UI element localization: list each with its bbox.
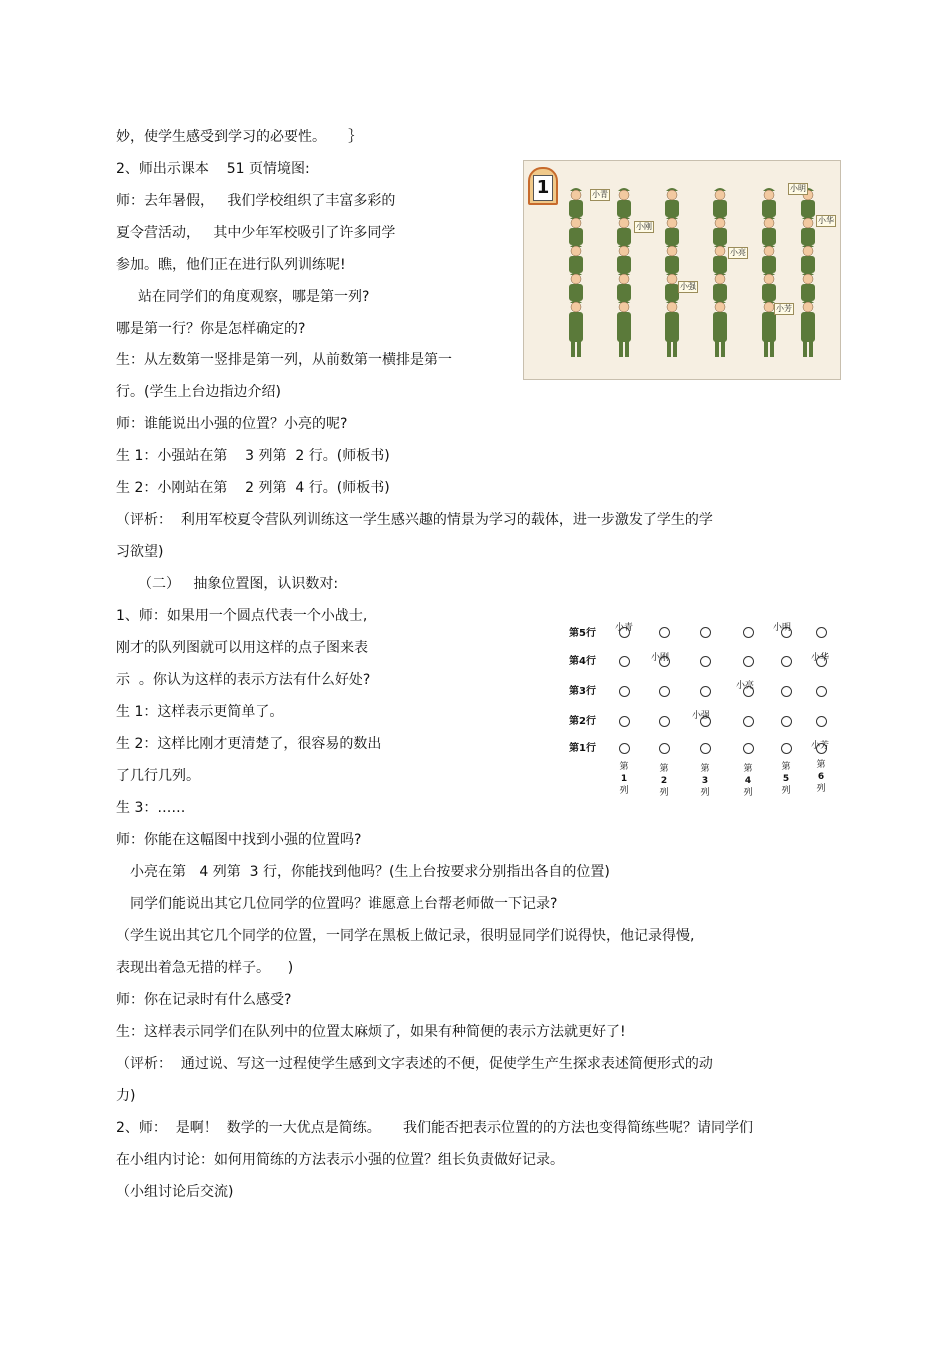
dot-icon (659, 627, 670, 638)
dot-icon (700, 656, 711, 667)
dot-icon (659, 743, 670, 754)
dot-icon (659, 716, 670, 727)
text-line: 师：谁能说出小强的位置？小亮的呢? (116, 416, 348, 432)
text-line: 妙，使学生感受到学习的必要性。 ｝ (116, 129, 363, 145)
dot-label-xiaofang: 小芳 (811, 741, 830, 751)
dot-label-xiaoqiang: 小强 (692, 711, 711, 721)
dot-icon (659, 686, 670, 697)
text-line: 师：去年暑假， 我们学校组织了丰富多彩的 (116, 193, 396, 209)
text-line: 生 1：小强站在第 3 列第 2 行。(师板书) (116, 448, 390, 464)
text-line: （学生说出其它几个同学的位置，一同学在黑板上做记录，很明显同学们说得快，他记录得慢, (116, 928, 695, 944)
text-line: 生 2：小刚站在第 2 列第 4 行。(师板书) (116, 480, 390, 496)
text-line: 刚才的队列图就可以用这样的点子图来表 (116, 640, 368, 656)
dot-icon (619, 686, 630, 697)
text-line: 2、师： 是啊！ 数学的一大优点是简练。 我们能否把表示位置的的方法也变得简练些呢？请同学们 (116, 1120, 753, 1136)
text-line: 表现出着急无措的样子。 ) (116, 960, 294, 976)
soldier-icon (710, 297, 730, 359)
text-line: 力) (116, 1088, 136, 1104)
text-line: 习欲望) (116, 544, 164, 560)
tag-xiaoqiang: 小强 (680, 282, 696, 291)
row-label: 第3行 (569, 686, 596, 697)
text-line: 夏令营活动， 其中少年军校吸引了许多同学 (116, 225, 396, 241)
text-line: 生 1：这样表示更简单了。 (116, 704, 284, 720)
section-heading: （二） 抽象位置图，认识数对: (138, 576, 339, 592)
text-line: 2、师出示课本 51 页情境图: (116, 161, 310, 177)
text-line: 1、师：如果用一个圆点代表一个小战士, (116, 608, 368, 624)
column-label: 第 6 列 (816, 760, 826, 794)
text-line: 同学们能说出其它几位同学的位置吗？谁愿意上台帮老师做一下记录? (130, 896, 558, 912)
soldier-icon (614, 297, 634, 359)
column-label: 第 1 列 (619, 762, 629, 796)
dot-icon (816, 716, 827, 727)
row-label: 第1行 (569, 743, 596, 754)
row-label: 第4行 (569, 656, 596, 667)
text-line: 生：从左数第一竖排是第一列，从前数第一横排是第一 (116, 352, 452, 368)
dot-icon (781, 686, 792, 697)
column-label: 第 3 列 (700, 764, 710, 798)
dot-icon (700, 743, 711, 754)
tag-xiaohua: 小华 (818, 216, 834, 225)
dot-icon (743, 656, 754, 667)
tag-xiaogang: 小刚 (636, 222, 652, 231)
text-line: 小亮在第 4 列第 3 行，你能找到他吗？(生上台按要求分别指出各自的位置) (130, 864, 610, 880)
dot-icon (781, 656, 792, 667)
text-line: 在小组内讨论：如何用简练的方法表示小强的位置？组长负责做好记录。 (116, 1152, 564, 1168)
text-line: 师：你在记录时有什么感受? (116, 992, 292, 1008)
dot-label-xiaohua: 小华 (811, 653, 830, 663)
text-line: 参加。瞧，他们正在进行队列训练呢! (116, 257, 346, 273)
dot-icon (743, 743, 754, 754)
tag-xiaoming: 小明 (790, 184, 806, 193)
dot-icon (816, 686, 827, 697)
text-line: 行。(学生上台边指边介绍) (116, 384, 281, 400)
page-badge-icon (528, 167, 558, 205)
dot-icon (743, 627, 754, 638)
tag-xiaoliang: 小亮 (730, 248, 746, 257)
dot-icon (700, 686, 711, 697)
dot-icon (700, 627, 711, 638)
tag-xiaofang: 小芳 (776, 304, 792, 313)
text-line: 生 2：这样比刚才更清楚了，很容易的数出 (116, 736, 382, 752)
dot-icon (743, 716, 754, 727)
soldier-icon (566, 297, 586, 359)
formation-illustration (523, 160, 841, 380)
tag-xiaoqing: 小青 (592, 190, 608, 199)
text-line: （小组讨论后交流) (116, 1184, 234, 1200)
dot-icon (781, 743, 792, 754)
dot-icon (619, 716, 630, 727)
dot-label-xiaoliang: 小亮 (736, 681, 755, 691)
text-line: （评析： 通过说、写这一过程使学生感到文字表述的不便，促使学生产生探求表述简便形式的动 (116, 1056, 713, 1072)
dot-label-xiaoqing: 小青 (615, 623, 634, 633)
row-label: 第2行 (569, 716, 596, 727)
text-line: 生：这样表示同学们在队列中的位置太麻烦了，如果有种简便的表示方法就更好了! (116, 1024, 626, 1040)
text-line: 站在同学们的角度观察，哪是第一列? (138, 289, 370, 305)
text-line: 哪是第一行？你是怎样确定的? (116, 321, 306, 337)
text-line: （评析： 利用军校夏令营队列训练这一学生感兴趣的情景为学习的载体，进一步激发了学生的学 (116, 512, 713, 528)
badge-number: 1 (533, 175, 553, 201)
row-label: 第5行 (569, 628, 596, 639)
dot-diagram (555, 605, 855, 815)
text-line: 生 3：…… (116, 800, 186, 816)
dot-icon (781, 716, 792, 727)
soldier-icon (798, 297, 818, 359)
dot-icon (816, 627, 827, 638)
dot-label-xiaoming: 小明 (773, 623, 792, 633)
text-line: 示 。你认为这样的表示方法有什么好处? (116, 672, 371, 688)
dot-label-xiaogang: 小刚 (651, 653, 670, 663)
dot-icon (619, 656, 630, 667)
dot-icon (619, 743, 630, 754)
column-label: 第 5 列 (781, 762, 791, 796)
soldier-icon (662, 297, 682, 359)
column-label: 第 4 列 (743, 764, 753, 798)
column-label: 第 2 列 (659, 764, 669, 798)
text-line: 师：你能在这幅图中找到小强的位置吗? (116, 832, 362, 848)
text-line: 了几行几列。 (116, 768, 200, 784)
